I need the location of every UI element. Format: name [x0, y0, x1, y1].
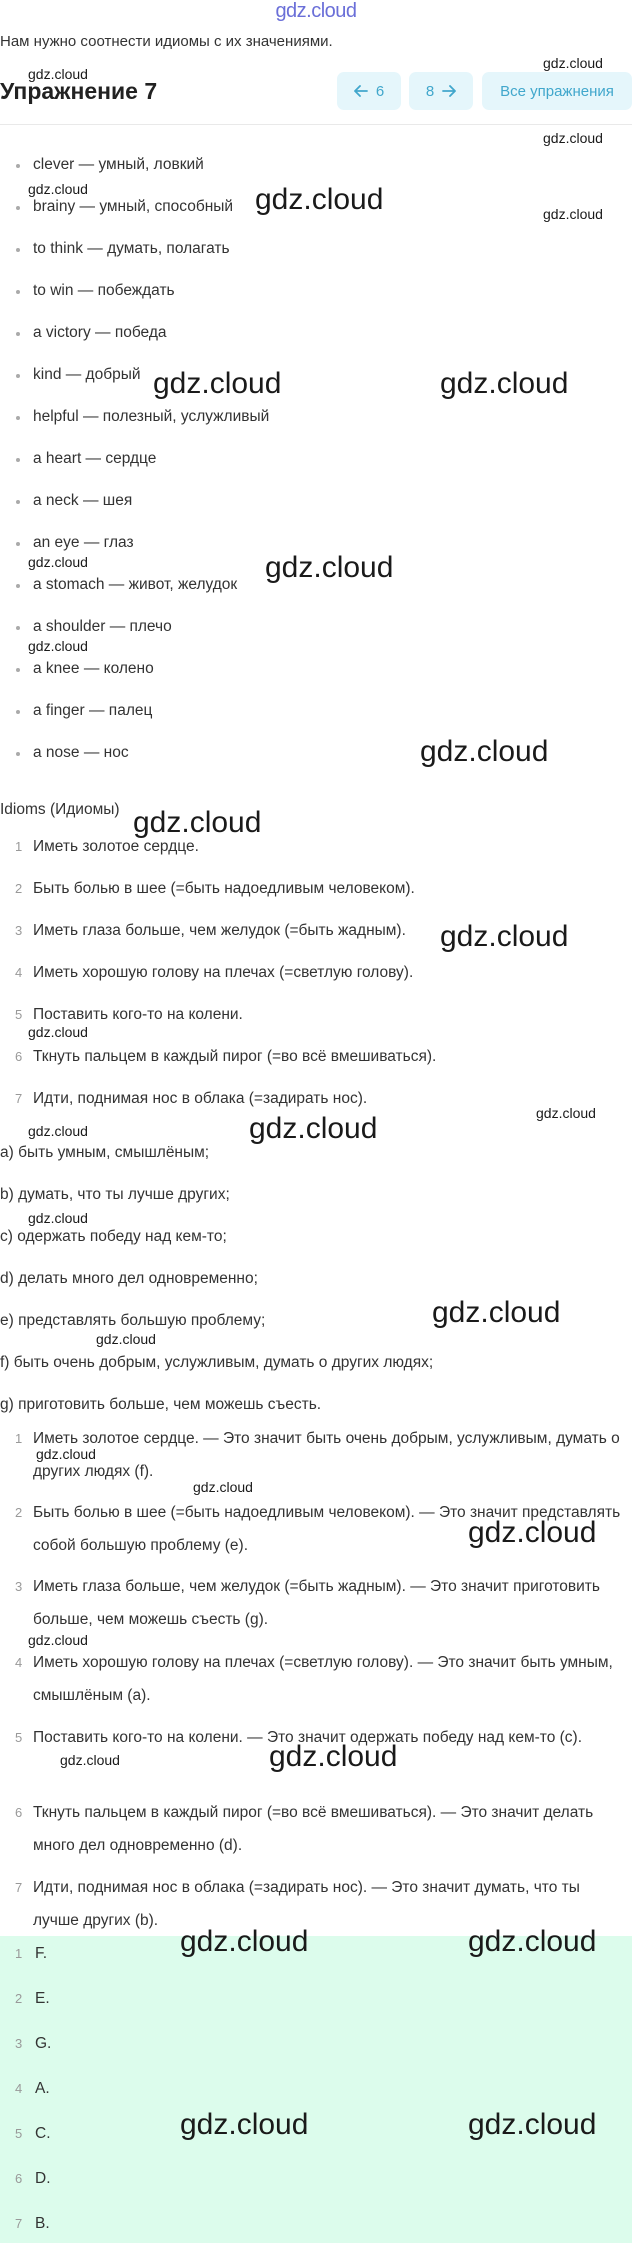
- watermark: gdz.cloud: [28, 181, 88, 197]
- watermark: gdz.cloud: [468, 1925, 597, 1958]
- watermark: gdz.cloud: [96, 1331, 156, 1347]
- watermark: gdz.cloud: [543, 206, 603, 222]
- watermark: gdz.cloud: [60, 1752, 120, 1768]
- watermark: gdz.cloud: [440, 367, 569, 400]
- site-logo[interactable]: gdz.cloud: [275, 0, 357, 22]
- watermark: gdz.cloud: [153, 367, 282, 400]
- header-divider: [0, 124, 632, 125]
- watermark: gdz.cloud: [536, 1105, 596, 1121]
- watermark: gdz.cloud: [265, 551, 394, 584]
- idioms-title: Idioms (Идиомы): [0, 801, 120, 818]
- watermark: gdz.cloud: [432, 1296, 561, 1329]
- watermark: gdz.cloud: [440, 920, 569, 953]
- watermark: gdz.cloud: [543, 55, 603, 71]
- watermark: gdz.cloud: [249, 1112, 378, 1145]
- watermark: gdz.cloud: [28, 1210, 88, 1226]
- watermark: gdz.cloud: [543, 130, 603, 146]
- watermark: gdz.cloud: [255, 183, 384, 216]
- watermark: gdz.cloud: [468, 2108, 597, 2141]
- arrow-left-icon: [354, 85, 368, 97]
- watermark: gdz.cloud: [468, 1516, 597, 1549]
- watermark: gdz.cloud: [133, 806, 262, 839]
- arrow-right-icon: [442, 85, 456, 97]
- intro-text: Нам нужно соотнести идиомы с их значениями.: [0, 33, 333, 50]
- watermark: gdz.cloud: [28, 66, 88, 82]
- exercise-title: Упражнение 7: [0, 78, 158, 104]
- watermark: gdz.cloud: [28, 1123, 88, 1139]
- next-exercise-label: 8: [425, 82, 435, 100]
- watermark: gdz.cloud: [28, 638, 88, 654]
- answers-panel: [0, 1936, 632, 2243]
- meaning-item: f) быть очень добрым, услужливым, думать о других людях;: [0, 1354, 434, 1371]
- prev-exercise-button[interactable]: [337, 72, 401, 110]
- next-exercise-button[interactable]: [409, 72, 473, 110]
- watermark: gdz.cloud: [28, 1024, 88, 1040]
- prev-exercise-label: 6: [375, 82, 385, 100]
- meaning-item: d) делать много дел одновременно;: [0, 1270, 258, 1287]
- meaning-item: e) представлять большую проблему;: [0, 1312, 266, 1329]
- watermark: gdz.cloud: [28, 554, 88, 570]
- all-exercises-button[interactable]: Все упражнения: [482, 72, 632, 110]
- watermark: gdz.cloud: [36, 1446, 96, 1462]
- meaning-item: g) приготовить больше, чем можешь съесть.: [0, 1396, 322, 1413]
- watermark: gdz.cloud: [193, 1479, 253, 1495]
- meaning-item: c) одержать победу над кем-то;: [0, 1228, 227, 1245]
- watermark: gdz.cloud: [420, 735, 549, 768]
- watermark: gdz.cloud: [180, 1925, 309, 1958]
- meaning-item: b) думать, что ты лучше других;: [0, 1186, 230, 1203]
- watermark: gdz.cloud: [269, 1740, 398, 1773]
- watermark: gdz.cloud: [28, 1632, 88, 1648]
- meaning-item: a) быть умным, смышлёным;: [0, 1144, 210, 1161]
- watermark: gdz.cloud: [180, 2108, 309, 2141]
